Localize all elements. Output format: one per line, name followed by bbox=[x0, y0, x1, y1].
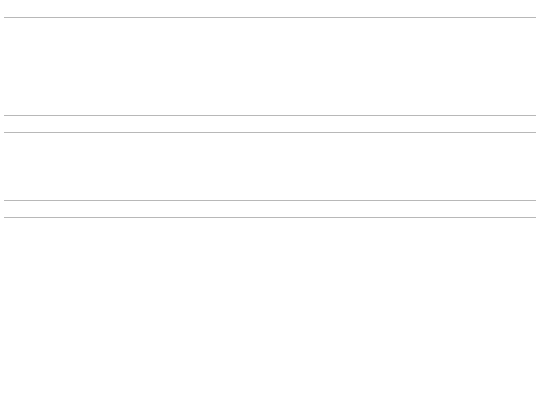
post-paragraph bbox=[4, 32, 536, 39]
post-paragraph bbox=[4, 72, 536, 79]
post-paragraph bbox=[4, 82, 536, 89]
post-paragraph bbox=[4, 147, 536, 154]
post-date bbox=[4, 222, 536, 229]
post-paragraph bbox=[4, 177, 536, 184]
post-paragraph bbox=[4, 52, 536, 59]
post-headline[interactable] bbox=[4, 122, 536, 133]
post-divider bbox=[4, 200, 536, 201]
post-paragraph bbox=[4, 42, 536, 49]
post-divider bbox=[4, 115, 536, 116]
post-source bbox=[4, 252, 536, 259]
post-paragraph bbox=[4, 92, 536, 99]
post-paragraph bbox=[4, 62, 536, 69]
news-post bbox=[4, 122, 536, 194]
post-source bbox=[4, 187, 536, 194]
news-post bbox=[4, 207, 536, 259]
news-post bbox=[4, 7, 536, 109]
post-date bbox=[4, 137, 536, 144]
post-headline[interactable] bbox=[4, 207, 536, 218]
post-source bbox=[4, 102, 536, 109]
post-date bbox=[4, 22, 536, 29]
post-headline[interactable] bbox=[4, 7, 536, 18]
post-paragraph bbox=[4, 232, 536, 239]
post-paragraph bbox=[4, 157, 536, 164]
post-paragraph bbox=[4, 167, 536, 174]
post-paragraph bbox=[4, 242, 536, 249]
